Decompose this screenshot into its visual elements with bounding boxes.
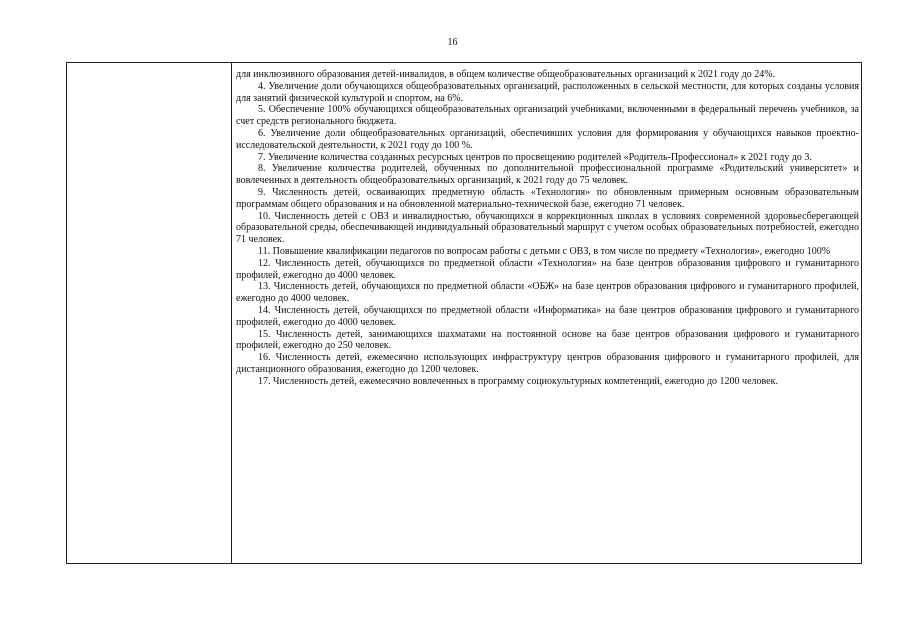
column-divider (231, 63, 232, 563)
paragraph-item-4: 4. Увеличение доли обучающихся общеобразовательных организаций, расположенных в сельской местности, для которых созданы условия для занятий физической культурой и спортом, на 6%. (236, 80, 859, 104)
paragraph-item-9: 9. Численность детей, осваивающих предметную область «Технология» по обновленным примерным основным образовательным программам общего образования и на обновленной материально-технической базе, ежегодно 71 человек. (236, 186, 859, 210)
paragraph-item-5: 5. Обеспечение 100% обучающихся общеобразовательных организаций учебниками, включенными в федеральный перечень учебников, за счет средств регионального бюджета. (236, 104, 859, 128)
paragraph-item-11: 11. Повышение квалификации педагогов по вопросам работы с детьми с ОВЗ, в том числе по предмету «Технология», ежегодно 100% (258, 245, 831, 257)
paragraph-item-13: 13. Численность детей, обучающихся по предметной области «ОБЖ» на базе центров образования цифрового и гуманитарного профилей, ежегодно до 4000 человек. (236, 281, 859, 305)
paragraph-item-6: 6. Увеличение доли общеобразовательных организаций, обеспечивших условия для формирования у обучающихся навыков проектно-исследовательской деятельности, к 2021 году до 100 %. (236, 127, 859, 151)
table-left-cell (67, 63, 231, 563)
paragraph-item-14: 14. Численность детей, обучающихся по предметной области «Информатика» на базе центров образования цифрового и гуманитарного профилей, ежегодно до 4000 человек. (236, 304, 859, 328)
paragraph-item-17: 17. Численность детей, ежемесячно вовлеченных в программу социокультурных компетенций, ежегодно до 1200 человек. (258, 375, 778, 387)
document-table (66, 62, 862, 564)
table-right-cell (236, 69, 859, 388)
paragraph-item-12: 12. Численность детей, обучающихся по предметной области «Технология» на базе центров образования цифрового и гуманитарного профилей, ежегодно до 4000 человек. (236, 257, 859, 281)
paragraph-item-7: 7. Увеличение количества созданных ресурсных центров по просвещению родителей «Родитель-Профессионал» к 2021 году до 3. (258, 151, 812, 163)
paragraph-item-16: 16. Численность детей, ежемесячно использующих инфраструктуру центров образования цифрового и гуманитарного профилей, для дистанционного образования, ежегодно до 1200 человек. (236, 352, 859, 375)
paragraph-continuation: для инклюзивного образования детей-инвалидов, в общем количестве общеобразовательных организаций к 2021 году до 24%. (236, 69, 776, 80)
paragraph-item-10: 10. Численность детей с ОВЗ и инвалидностью, обучающихся в коррекционных школах в условиях современной здоровьесберегающей образовательной среды, обеспечивающей индивидуальный образовательный маршрут с учетом особых образовательных потребностей, ежегодно 71 человек. (236, 210, 859, 246)
page-number: 16 (447, 37, 458, 48)
paragraph-item-8: 8. Увеличение количества родителей, обученных по дополнительной профессиональной программе «Родительский университет» и вовлеченных в деятельность общеобразовательных организаций, к 2021 году до 75 человек. (236, 163, 859, 187)
paragraph-item-15: 15. Численность детей, занимающихся шахматами на постоянной основе на базе центров образования цифрового и гуманитарного профилей, ежегодно до 250 человек. (236, 328, 859, 352)
